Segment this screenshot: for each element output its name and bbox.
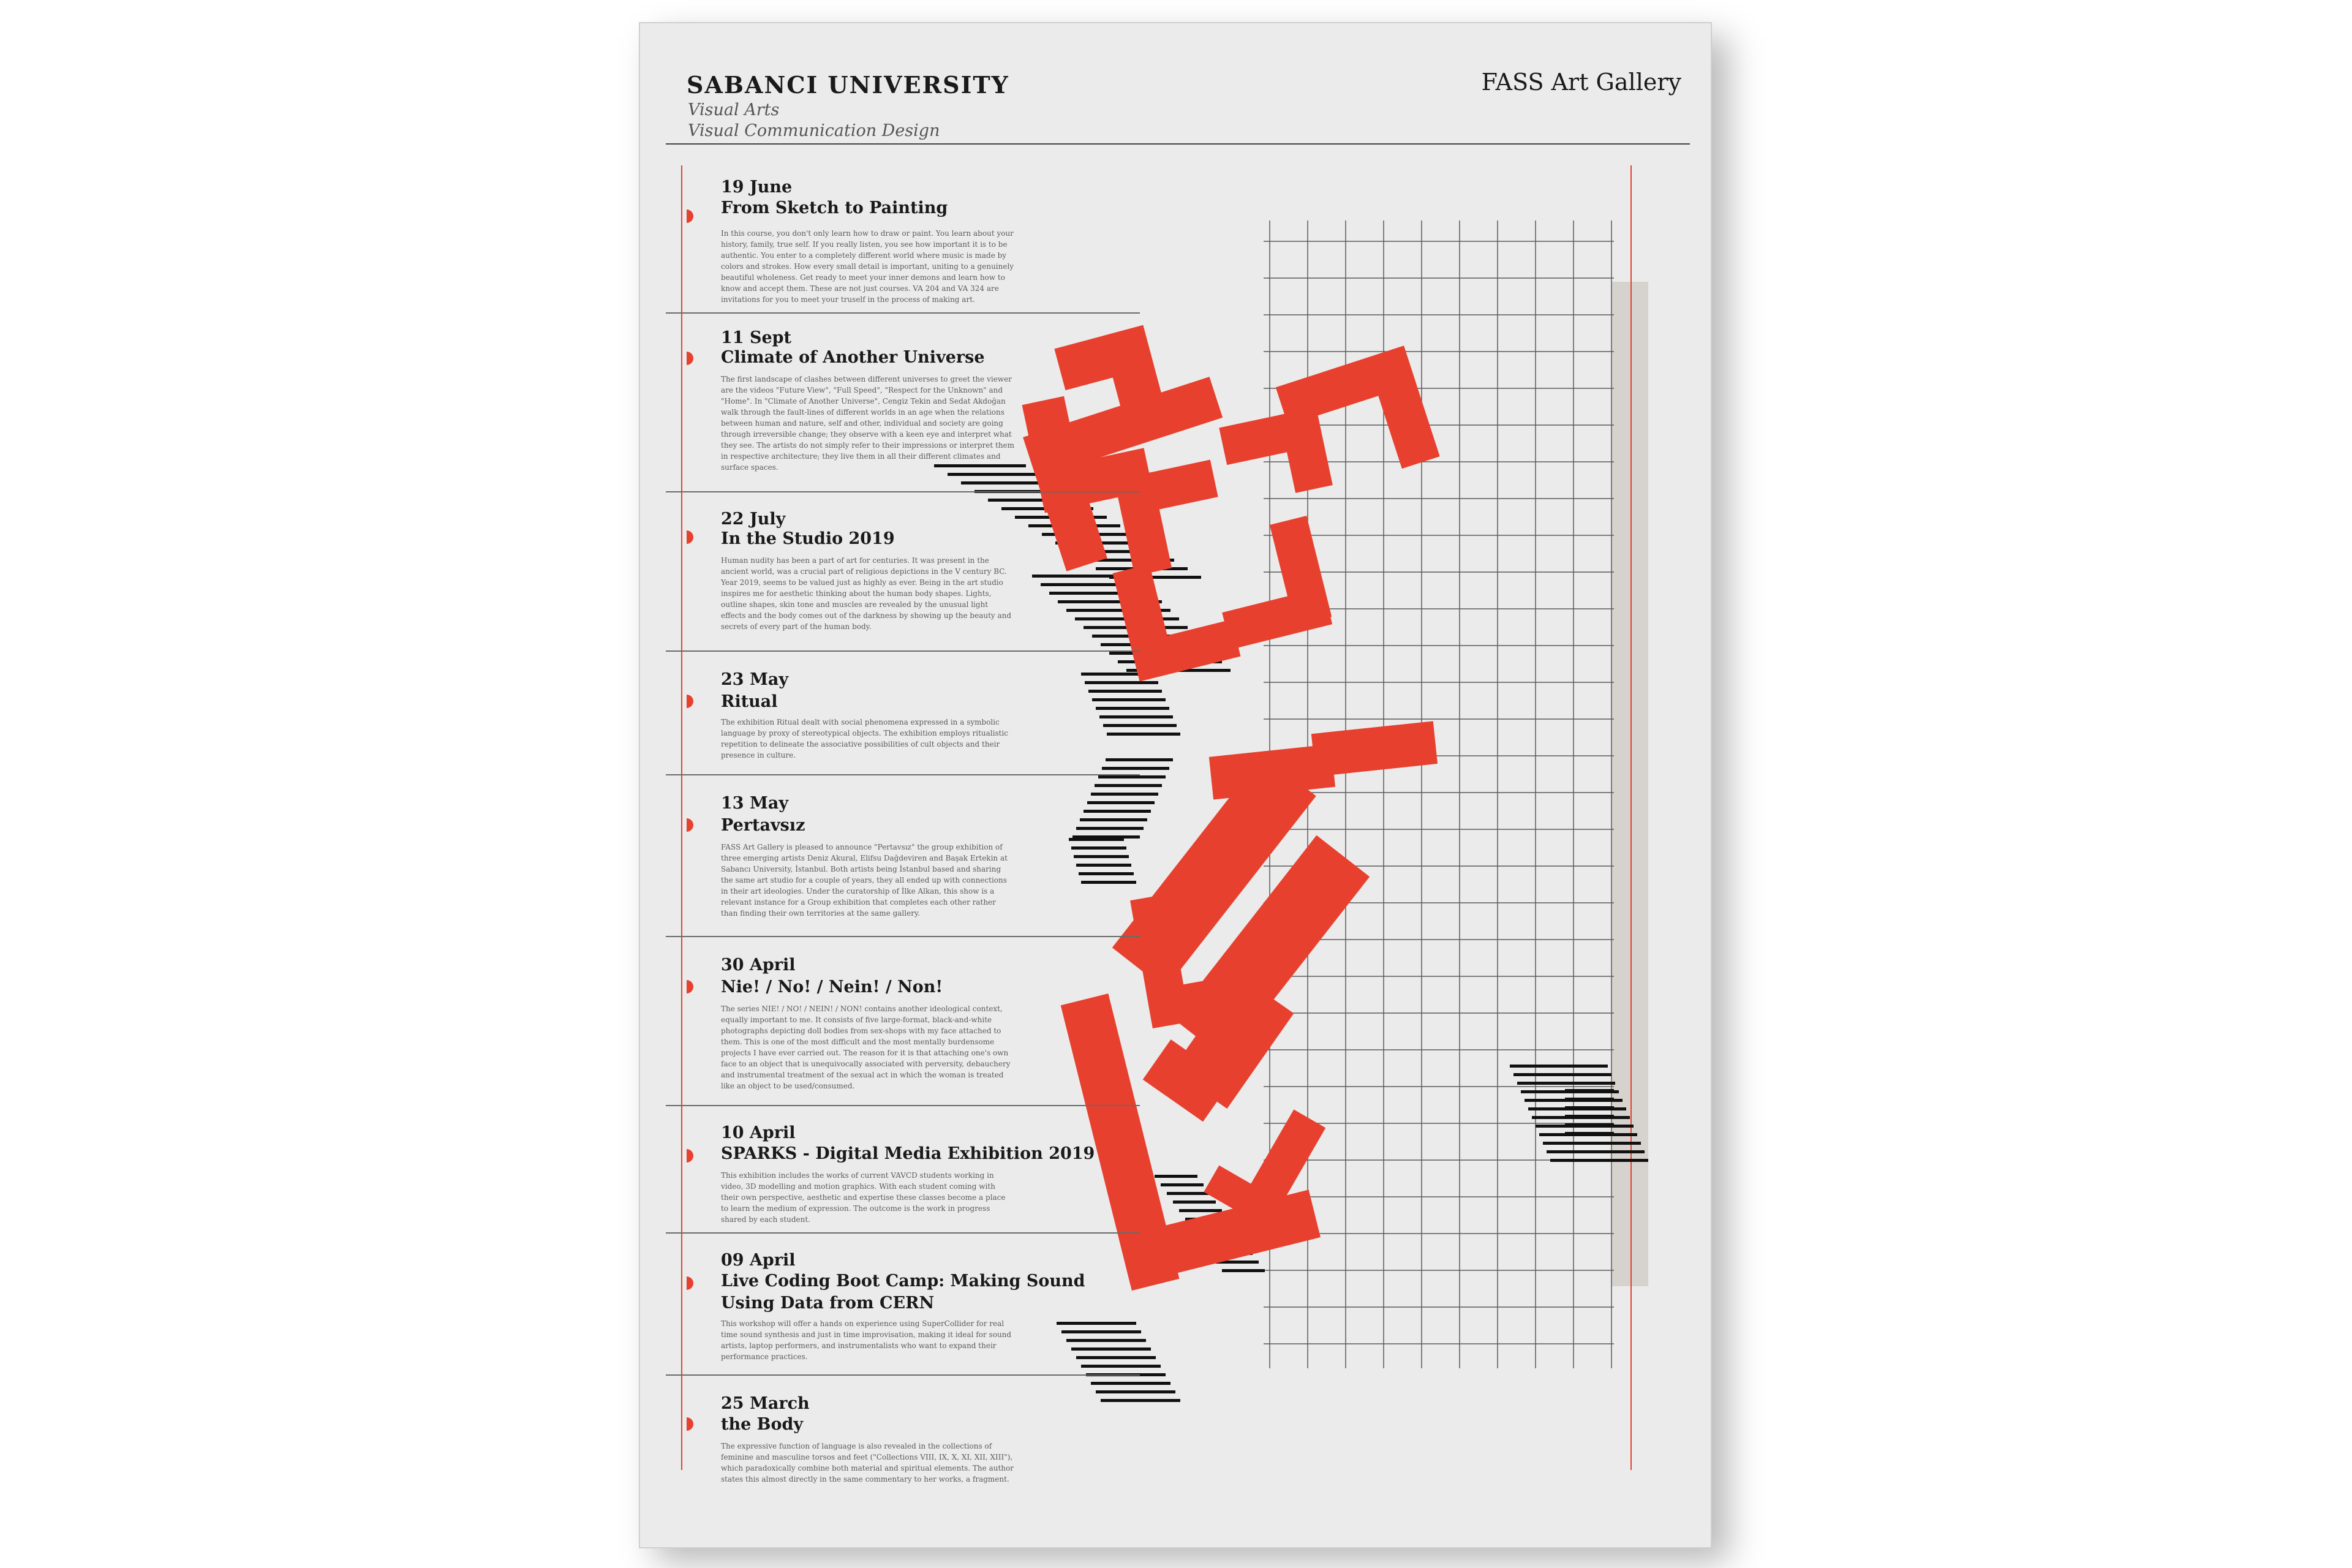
- event-date: 19 June: [721, 178, 793, 197]
- event-separator: [666, 1105, 1140, 1106]
- university-title: SABANCI UNIVERSITY: [687, 71, 1009, 99]
- event-date: 11 Sept: [721, 328, 792, 347]
- gallery-name: FASS Art Gallery: [1481, 69, 1681, 96]
- stripe: [1565, 1098, 1614, 1101]
- event-description: This exhibition includes the works of current VAVCD students working in video, 3D modelling and motion graphics. With each student coming with their own perspective, aesthetic and expertise these classes become a place to learn the medium of expression. The outcome is the work in progress shared by each student.: [721, 1171, 1006, 1224]
- event-description: The series NIE! / NO! / NEIN! / NON! contains another ideological context, equally important to me. It consists of five large-format, black-and-white photographs depicting doll bodies from sex-shops with my face attached to them. This is one of the most difficult and the most mentally burdensome projects I have ever carried out. The reason for it is that attaching one's own face to an object that is unequivocally associated with perversity, debauchery and instrumental treatment of the sexual act in which the woman is treated like an object to be used/consumed.: [721, 1005, 1011, 1090]
- stripe: [1550, 1159, 1648, 1162]
- stripe: [1161, 1183, 1204, 1186]
- event-description: The expressive function of language is also revealed in the collections of feminine and masculine torsos and feet ("Collections VIII, IX, X, XI, XII, XIII"), which paradoxically combine both material and spiritual elements. The author states this almost directly in the same commentary to her works, a fragment.: [721, 1442, 1014, 1483]
- exhibition-poster: [639, 22, 1712, 1548]
- stripe: [1106, 758, 1173, 761]
- stripe: [1565, 1132, 1614, 1135]
- stripe: [1155, 1175, 1197, 1178]
- event-title: Pertavsız: [721, 816, 805, 835]
- stripe: [1513, 1073, 1611, 1076]
- event-description: FASS Art Gallery is pleased to announce "Pertavsız" the group exhibition of three emerging artists Deniz Akural, Elifsu Dağdeviren and Başak Ertekin at Sabancı University, İstanbul. Both artists being İstanbul based and sharing the same art studio for a couple of years, they all ended up with connections in their art ideologies. Under the curatorship of İlke Alkan, this show is a relevant instance for a Group exhibition that completes each other rather than finding their own territories at the same gallery.: [721, 843, 1008, 918]
- stripe: [1061, 1330, 1141, 1333]
- red-bracket-mid-tl: [1114, 460, 1231, 576]
- stripe: [1091, 1382, 1170, 1385]
- stripe: [1079, 872, 1134, 875]
- stripe: [1107, 733, 1180, 736]
- event-description: This workshop will offer a hands on experience using SuperCollider for real time sound synthesis and just in time improvisation, making it ideal for sound artists, laptop performers, and instrumentalists who want to expand their performance practices.: [721, 1319, 1012, 1361]
- stripe: [1101, 1399, 1180, 1402]
- stripe: [1179, 1209, 1222, 1212]
- event-separator: [666, 491, 1140, 492]
- event-title: Climate of Another Universe: [721, 348, 985, 367]
- event-description: The exhibition Ritual dealt with social phenomena expressed in a symbolic language by proxy of stereotypical objects. The exhibition employs ritualistic repetition to delineate the associative possibilities of cult objects and their presence in culture.: [721, 718, 1008, 760]
- event-date: 23 May: [721, 670, 789, 689]
- stripe: [1066, 1339, 1146, 1342]
- stripe: [1222, 1269, 1265, 1272]
- stripe: [1565, 1115, 1614, 1118]
- stripe: [1092, 698, 1166, 701]
- stripe: [1565, 1106, 1614, 1109]
- stripe: [1084, 810, 1151, 813]
- event-title: From Sketch to Painting: [721, 198, 948, 217]
- event-description: The first landscape of clashes between different universes to greet the viewer are the videos "Future View", "Full Speed", "Respect for the Unknown" and "Home". In "Climate of Another Universe", Cengiz Tekin and Sedat Akdoğan walk through the fault-lines of different worlds in an age when the relations between human and nature, self and other, individual and society are going through irreversible change; they observe with a keen eye and interpret what they see. The artists do not simply refer to their impressions or interpret them in respective architecture; they live them in all their different climates and surface spaces.: [721, 375, 1015, 472]
- left-red-rule: [681, 165, 682, 1470]
- right-red-rule: [1630, 165, 1632, 1470]
- stripe: [1057, 1322, 1136, 1325]
- stripe: [1096, 1390, 1175, 1393]
- stripe: [1565, 1089, 1614, 1092]
- stripe: [1095, 784, 1162, 787]
- stripe: [1081, 881, 1136, 884]
- stripe: [1069, 838, 1124, 841]
- header-rule: [666, 143, 1690, 145]
- stripe: [1096, 707, 1169, 710]
- event-title: Ritual: [721, 692, 778, 711]
- event-title: In the Studio 2019: [721, 529, 895, 548]
- event-separator: [666, 1374, 1140, 1376]
- red-bracket-mid-tr: [1219, 407, 1332, 506]
- event-separator: [666, 1232, 1140, 1234]
- stripe: [1071, 1348, 1151, 1351]
- stripe: [1074, 855, 1129, 858]
- stripe: [1167, 1192, 1210, 1195]
- event-separator: [666, 936, 1140, 937]
- stripe: [1173, 1200, 1216, 1204]
- event-date: 30 April: [721, 956, 796, 974]
- stripe: [1098, 775, 1166, 778]
- event-separator: [666, 774, 1140, 775]
- stripe: [1517, 1082, 1615, 1085]
- stripe: [1103, 724, 1177, 727]
- event-date: 25 March: [721, 1394, 810, 1413]
- event-description: In this course, you don't only learn how to draw or paint. You learn about your history, family, true self. If you really listen, you see how important it is to be authentic. You enter to a completely different world where music is made by colors and strokes. How every small detail is important, uniting to a genuinely beautiful wholeness. Get ready to meet your inner demons and learn how to know and accept them. These are not just courses. VA 204 and VA 324 are invitations for you to meet your truself in the process of making art.: [721, 229, 1014, 304]
- subtitle-vcd: Visual Communication Design: [688, 121, 940, 140]
- event-date: 10 April: [721, 1123, 796, 1142]
- event-date: 13 May: [721, 794, 789, 813]
- event-title: the Body: [721, 1415, 804, 1434]
- event-description: Human nudity has been a part of art for centuries. It was present in the ancient world, was a crucial part of religious depictions in the V century BC. Year 2019, seems to be valued just as highly as ever. Being in the art studio inspires me for aesthetic thinking about the human body shapes. Lights, outline shapes, skin tone and muscles are revealed by the unusual light effects and the body comes out of the darkness by showing up the beauty and secrets of every part of the human body.: [721, 556, 1012, 631]
- stripe: [1510, 1065, 1608, 1068]
- stripe: [1087, 801, 1155, 804]
- stripe: [1547, 1150, 1645, 1153]
- event-title: Live Coding Boot Camp: Making Sound Using Data from CERN: [721, 1272, 1085, 1313]
- event-separator: [666, 650, 1140, 652]
- stripe: [948, 473, 1039, 476]
- event-date: 09 April: [721, 1251, 796, 1270]
- subtitle-visual-arts: Visual Arts: [688, 100, 780, 119]
- event-separator: [666, 312, 1140, 314]
- stripe: [1099, 715, 1173, 718]
- stripe: [1543, 1142, 1641, 1145]
- stripe: [1076, 1356, 1156, 1359]
- stripe: [1091, 793, 1158, 796]
- stripe: [1071, 846, 1126, 850]
- stripe: [1085, 681, 1158, 684]
- event-title: SPARKS - Digital Media Exhibition 2019: [721, 1144, 1095, 1163]
- event-title: Nie! / No! / Nein! / Non!: [721, 978, 943, 997]
- event-date: 22 July: [721, 510, 786, 529]
- stripe: [1081, 1365, 1161, 1368]
- stripe: [1102, 767, 1169, 770]
- stripe: [1076, 864, 1131, 867]
- stripe: [1565, 1123, 1614, 1126]
